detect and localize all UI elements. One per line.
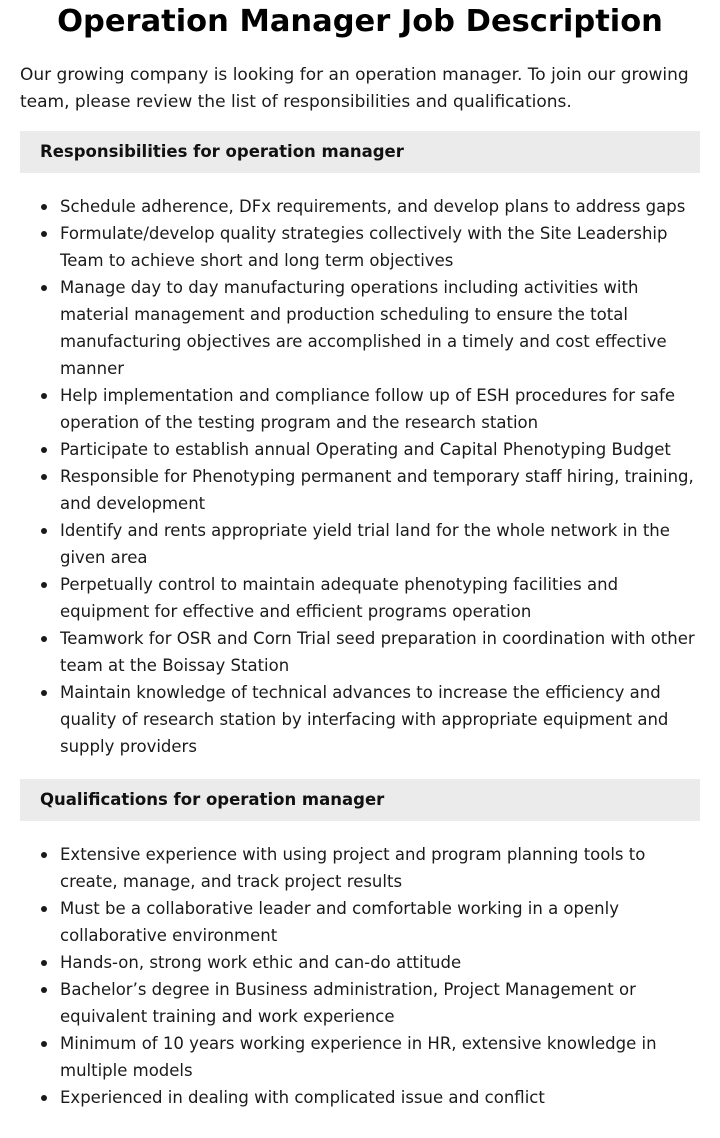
bullet-icon [41,987,47,993]
responsibility-item [20,679,700,760]
bullet-icon [41,528,47,534]
bullet-icon [41,204,47,210]
qualification-item [20,976,700,1030]
qualification-item [20,949,700,976]
responsibility-item [20,436,700,463]
responsibility-text: Responsible for Phenotyping permanent and temporary staff hiring, training, and development [60,467,694,513]
responsibility-item [20,517,700,571]
responsibility-text: Maintain knowledge of technical advances to increase the efficiency and quality of research station by interfacing with appropriate equipment and supply providers [60,683,669,756]
responsibility-item [20,463,700,517]
responsibility-item [20,571,700,625]
responsibilities-list [20,193,700,760]
bullet-icon [41,285,47,291]
bullet-icon [41,447,47,453]
bullet-icon [41,231,47,237]
qualification-item [20,1030,700,1084]
responsibility-item [20,220,700,274]
qualification-item [20,1084,700,1111]
qualification-text: Extensive experience with using project and program planning tools to create, manage, and track project results [60,845,646,891]
qualification-item [20,841,700,895]
responsibility-text: Participate to establish annual Operating and Capital Phenotyping Budget [60,440,671,459]
bullet-icon [41,960,47,966]
bullet-icon [41,852,47,858]
responsibility-text: Perpetually control to maintain adequate phenotyping facilities and equipment for effective and efficient programs operation [60,575,619,621]
qualification-text: Must be a collaborative leader and comfortable working in a openly collaborative environment [60,899,619,945]
qualification-text: Hands-on, strong work ethic and can-do attitude [60,953,462,972]
responsibility-text: Teamwork for OSR and Corn Trial seed preparation in coordination with other team at the Boissay Station [60,629,695,675]
bullet-icon [41,582,47,588]
responsibility-item [20,625,700,679]
qualification-text: Minimum of 10 years working experience in HR, extensive knowledge in multiple models [60,1034,657,1080]
responsibility-text: Formulate/develop quality strategies collectively with the Site Leadership Team to achieve short and long term objectives [60,224,668,270]
bullet-icon [41,474,47,480]
responsibility-text: Identify and rents appropriate yield trial land for the whole network in the given area [60,521,670,567]
responsibility-text: Help implementation and compliance follow up of ESH procedures for safe operation of the testing program and the research station [60,386,675,432]
qualifications-list [20,841,700,1111]
bullet-icon [41,690,47,696]
bullet-icon [41,906,47,912]
bullet-icon [41,636,47,642]
bullet-icon [41,393,47,399]
page-title: Operation Manager Job Description [57,4,663,39]
intro-paragraph: Our growing company is looking for an operation manager. To join our growing team, please review the list of responsibilities and qualifications. [20,65,689,112]
qualification-text: Bachelor’s degree in Business administration, Project Management or equivalent training and work experience [60,980,636,1026]
qualification-text: Experienced in dealing with complicated issue and conflict [60,1088,545,1107]
responsibility-item [20,274,700,382]
bullet-icon [41,1041,47,1047]
responsibilities-heading: Responsibilities for operation manager [20,131,700,173]
responsibility-text: Schedule adherence, DFx requirements, and develop plans to address gaps [60,197,686,216]
responsibility-item [20,193,700,220]
qualifications-heading: Qualifications for operation manager [20,779,700,821]
responsibility-item [20,382,700,436]
bullet-icon [41,1095,47,1101]
responsibility-text: Manage day to day manufacturing operations including activities with material management and production scheduling to ensure the total manufacturing objectives are accomplished in a timely and cost effective manner [60,278,667,378]
qualification-item [20,895,700,949]
